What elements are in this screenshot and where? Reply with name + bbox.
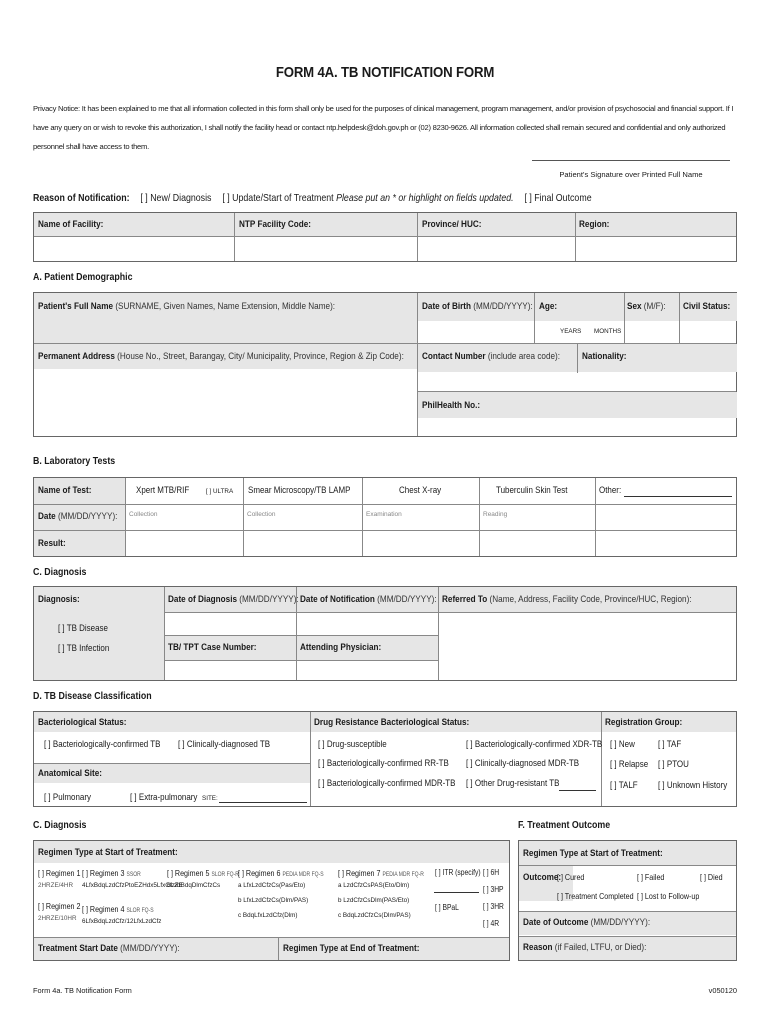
regimen-6-a: a LfxLzdCfzCs(Pas/Eto) xyxy=(238,882,306,889)
regimen-1-checkbox[interactable]: [ ] Regimen 1 xyxy=(38,868,81,878)
province-label: Province/ HUC: xyxy=(422,219,482,230)
section-d-title: D. TB Disease Classification xyxy=(33,690,152,702)
drs-rr-checkbox[interactable]: [ ] Bacteriologically-confirmed RR-TB xyxy=(318,758,449,769)
section-f-title: F. Treatment Outcome xyxy=(518,819,611,831)
drs-xdr-checkbox[interactable]: [ ] Bacteriologically-confirmed XDR-TB xyxy=(466,739,603,750)
anatomical-site-label: Anatomical Site: xyxy=(38,768,103,779)
section-c-title: C. Diagnosis xyxy=(33,566,87,578)
treatment-start-date-label: Treatment Start Date (MM/DD/YYYY): xyxy=(38,943,180,954)
regimen-5-desc: 6LzdBdqDlmCfzCs xyxy=(167,882,221,889)
facility-table xyxy=(33,212,737,262)
regimen-3-desc: 4LfxBdqLzdCfzPtoEZHdx5LfxCfzZE xyxy=(82,882,183,889)
address-label: Permanent Address (House No., Street, Barangay, City/ Municipality, Province, Region & Zip Code): xyxy=(38,351,404,362)
regimen-6-checkbox[interactable]: [ ] Regimen 6 PEDIA MDR FQ-S xyxy=(238,868,324,878)
xray-examination: Examination xyxy=(366,511,402,518)
diagnosis-label: Diagnosis: xyxy=(38,594,80,605)
outcome-failed-checkbox[interactable]: [ ] Failed xyxy=(637,872,665,882)
facility-code-label: NTP Facility Code: xyxy=(239,219,312,230)
regimen-6-b: b LfxLzdCfzCs(Dlm/PAS) xyxy=(238,897,309,904)
age-months-label: MONTHS xyxy=(594,328,622,335)
regimen-7-checkbox[interactable]: [ ] Regimen 7 PEDIA MDR FQ-R xyxy=(338,868,424,878)
nationality-label: Nationality: xyxy=(582,351,627,362)
treatment-table xyxy=(33,840,510,961)
rg-relapse-checkbox[interactable]: [ ] Relapse xyxy=(610,759,649,770)
regimen-end-label: Regimen Type at End of Treatment: xyxy=(283,943,420,954)
regimen-2-checkbox[interactable]: [ ] Regimen 2 xyxy=(38,901,81,911)
drs-other-checkbox[interactable]: [ ] Other Drug-resistant TB xyxy=(466,778,560,789)
dob-label: Date of Birth (MM/DD/YYYY): xyxy=(422,301,533,312)
philhealth-label: PhilHealth No.: xyxy=(422,400,481,411)
tpt-4r-checkbox[interactable]: [ ] 4R xyxy=(483,919,500,928)
xpert-collection: Collection xyxy=(129,511,158,518)
extra-pulmonary-checkbox[interactable]: [ ] Extra-pulmonary xyxy=(130,792,198,803)
drs-clin-mdr-checkbox[interactable]: [ ] Clinically-diagnosed MDR-TB xyxy=(466,758,580,769)
drs-susceptible-checkbox[interactable]: [ ] Drug-susceptible xyxy=(318,739,387,750)
test-tst: Tuberculin Skin Test xyxy=(496,485,568,496)
footer-version: v050120 xyxy=(708,986,737,995)
section-e-title: C. Diagnosis xyxy=(33,819,87,831)
test-smear: Smear Microscopy/TB LAMP xyxy=(248,485,351,496)
tpt-6h-checkbox[interactable]: [ ] 6H xyxy=(483,868,500,877)
date-of-diagnosis-label: Date of Diagnosis (MM/DD/YYYY): xyxy=(168,594,299,605)
test-xpert: Xpert MTB/RIF xyxy=(136,485,190,496)
smear-collection: Collection xyxy=(247,511,276,518)
reason-label: Reason of Notification: xyxy=(33,192,130,204)
bact-confirmed-checkbox[interactable]: [ ] Bacteriologically-confirmed TB xyxy=(44,739,161,750)
regimen-4-desc: 6LfxBdqLzdCfz/12LfxLzdCfz xyxy=(82,918,162,925)
tst-reading: Reading xyxy=(483,511,508,518)
outcome-completed-checkbox[interactable]: [ ] Treatment Completed xyxy=(557,891,634,901)
form-title: FORM 4A. TB NOTIFICATION FORM xyxy=(275,64,495,81)
itr-checkbox[interactable]: [ ] ITR (specify) xyxy=(435,868,481,877)
facility-name-label: Name of Facility: xyxy=(38,219,104,230)
outcome-cured-checkbox[interactable]: [ ] Cured xyxy=(557,872,585,882)
rg-unknown-checkbox[interactable]: [ ] Unknown History xyxy=(658,780,728,791)
bpal-checkbox[interactable]: [ ] BPaL xyxy=(435,903,459,912)
date-of-notification-label: Date of Notification (MM/DD/YYYY): xyxy=(300,594,437,605)
reason-row xyxy=(33,192,592,204)
regimen-7-b: b LzdCfzCsDlm(PAS/Eto) xyxy=(338,897,410,904)
section-a-title: A. Patient Demographic xyxy=(33,271,133,283)
outcome-table xyxy=(518,840,737,961)
footer-form-name: Form 4a. TB Notification Form xyxy=(33,986,132,995)
section-b-title: B. Laboratory Tests xyxy=(33,455,116,467)
case-number-label: TB/ TPT Case Number: xyxy=(168,642,257,653)
full-name-label: Patient's Full Name (SURNAME, Given Names, Name Extension, Middle Name): xyxy=(38,301,336,312)
outcome-regimen-label: Regimen Type at Start of Treatment: xyxy=(523,848,663,859)
regimen-1-desc: 2HRZE/4HR xyxy=(38,882,73,889)
regimen-4-checkbox[interactable]: [ ] Regimen 4 SLOR FQ-S xyxy=(82,904,154,914)
test-xray: Chest X-ray xyxy=(399,485,442,496)
reason-update-note: Please put an * or highlight on fields updated. xyxy=(336,192,514,204)
drs-label: Drug Resistance Bacteriological Status: xyxy=(314,717,470,728)
reason-update-checkbox[interactable]: [ ] Update/Start of Treatment xyxy=(222,192,334,204)
ultra-checkbox[interactable]: [ ] ULTRA xyxy=(206,488,234,495)
outcome-lost-checkbox[interactable]: [ ] Lost to Follow-up xyxy=(637,891,700,901)
regimen-5-checkbox[interactable]: [ ] Regimen 5 SLOR FQ-R xyxy=(167,868,239,878)
site-label: SITE: xyxy=(202,795,218,802)
privacy-notice: Privacy Notice: It has been explained to me that all information collected in this form shall only be used for the purposes of clinical management, program management, and/or provision of psychosocial and financial support. If I have any query on or wish to revoke this authorization, I shall notify the facility head or contact ntp.helpdesk@doh.gov.ph or (02) 8230-9626. All information collected shall remain secured and confidential and only authorized personnel shall have access to them. xyxy=(33,104,734,151)
reason-new-checkbox[interactable]: [ ] New/ Diagnosis xyxy=(140,192,212,204)
registration-group-label: Registration Group: xyxy=(605,717,683,728)
signature-line[interactable] xyxy=(532,160,730,161)
contact-label: Contact Number (include area code): xyxy=(422,351,561,362)
regimen-start-label: Regimen Type at Start of Treatment: xyxy=(38,847,178,858)
regimen-3-checkbox[interactable]: [ ] Regimen 3 SSOR xyxy=(82,868,141,878)
tb-disease-checkbox[interactable]: [ ] TB Disease xyxy=(58,623,108,634)
reason-outcome-label: Reason (if Failed, LTFU, or Died): xyxy=(523,942,647,953)
referred-to-label: Referred To (Name, Address, Facility Code, Province/HUC, Region): xyxy=(442,594,692,605)
date-of-outcome-label: Date of Outcome (MM/DD/YYYY): xyxy=(523,917,651,928)
rg-taf-checkbox[interactable]: [ ] TAF xyxy=(658,739,682,750)
tpt-3hp-checkbox[interactable]: [ ] 3HP xyxy=(483,885,504,894)
regimen-7-a: a LzdCfzCsPAS(Eto/Dlm) xyxy=(338,882,410,889)
test-date-label: Date (MM/DD/YYYY): xyxy=(38,511,118,522)
lab-tests-table xyxy=(33,477,737,557)
rg-new-checkbox[interactable]: [ ] New xyxy=(610,739,635,750)
region-label: Region: xyxy=(579,219,610,230)
signature-caption: Patient's Signature over Printed Full Name xyxy=(559,170,703,179)
tb-infection-checkbox[interactable]: [ ] TB Infection xyxy=(58,643,110,654)
outcome-died-checkbox[interactable]: [ ] Died xyxy=(700,872,723,882)
age-label: Age: xyxy=(539,301,558,312)
reason-final-checkbox[interactable]: [ ] Final Outcome xyxy=(524,192,592,204)
age-years-label: YEARS xyxy=(560,328,582,335)
tpt-3hr-checkbox[interactable]: [ ] 3HR xyxy=(483,902,504,911)
regimen-7-c: c BdqLzdCfzCs(Dlm/PAS) xyxy=(338,912,411,919)
name-of-test-label: Name of Test: xyxy=(38,485,92,496)
clin-diag-checkbox[interactable]: [ ] Clinically-diagnosed TB xyxy=(178,739,271,750)
drs-mdr-checkbox[interactable]: [ ] Bacteriologically-confirmed MDR-TB xyxy=(318,778,456,789)
diagnosis-table xyxy=(33,586,737,681)
outcome-label: Outcome: xyxy=(523,872,562,883)
rg-talf-checkbox[interactable]: [ ] TALF xyxy=(610,780,638,791)
regimen-2-desc: 2HRZE/10HR xyxy=(38,915,77,922)
result-label: Result: xyxy=(38,538,66,549)
test-other: Other: xyxy=(599,485,622,496)
regimen-6-c: c BdqLfxLzdCfz(Dlm) xyxy=(238,912,298,919)
pulmonary-checkbox[interactable]: [ ] Pulmonary xyxy=(44,792,92,803)
attending-physician-label: Attending Physician: xyxy=(300,642,382,653)
civil-status-label: Civil Status: xyxy=(683,301,731,312)
classification-table xyxy=(33,711,737,807)
rg-ptou-checkbox[interactable]: [ ] PTOU xyxy=(658,759,689,770)
patient-demographic-table xyxy=(33,292,737,437)
bact-status-label: Bacteriological Status: xyxy=(38,717,127,728)
sex-label: Sex (M/F): xyxy=(627,301,666,312)
